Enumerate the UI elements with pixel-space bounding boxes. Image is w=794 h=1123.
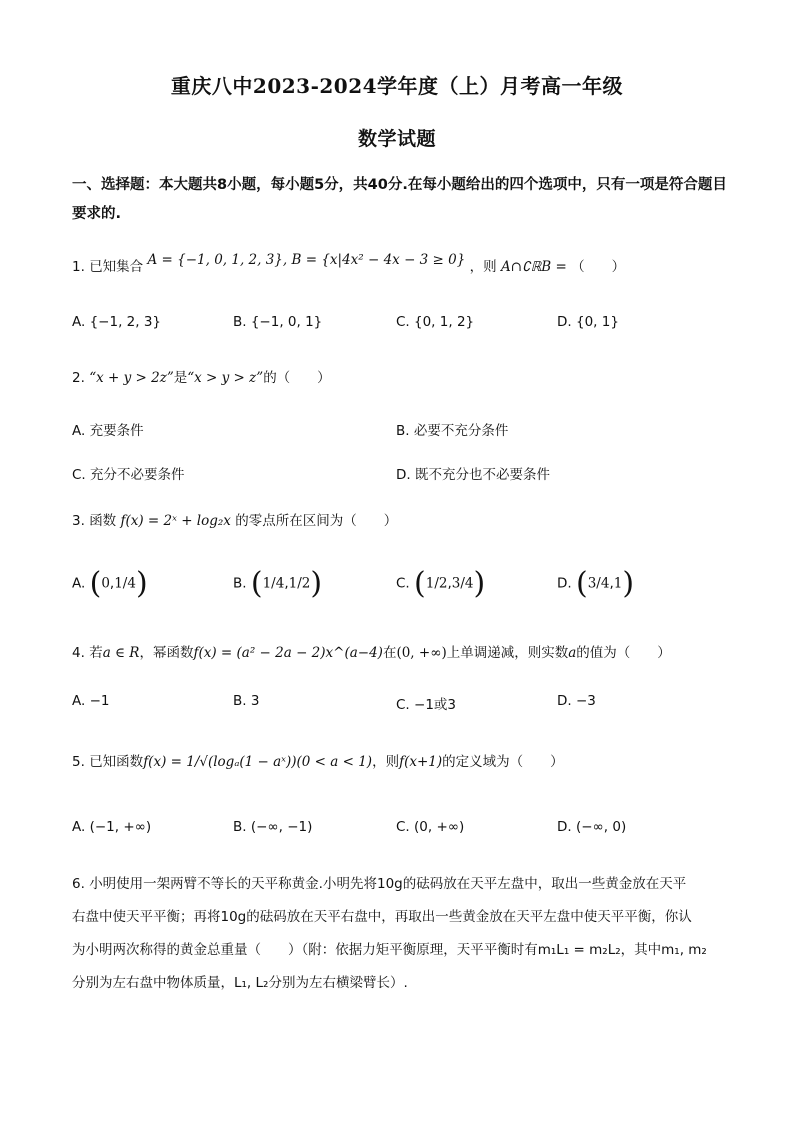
q5-post: ，则 <box>372 754 400 770</box>
q3-option-a-high: 1/4 <box>114 575 136 592</box>
q3-option-a-label: A. <box>72 575 86 592</box>
q5-pre: 已知函数 <box>89 754 144 770</box>
q1-expression: A∩∁ℝB = <box>500 259 567 275</box>
q6-line-3: 为小明两次称得的黄金总重量（ ）（附：依据力矩平衡原理，天平平衡时有m₁L₁ = m₂L₂，其中m₁, m₂ <box>72 942 707 958</box>
q3-option-b[interactable]: B. (1/4,1/2) <box>233 566 323 601</box>
q2-condition-1: “x + y > 2z” <box>89 370 174 386</box>
q2-condition-2: “x > y > z” <box>187 370 264 386</box>
q1-option-d[interactable]: D. {0, 1} <box>557 314 619 330</box>
q4-option-c[interactable]: C. −1或3 <box>396 697 456 713</box>
q1-text: 已知集合 <box>89 259 144 275</box>
q3-option-b-high: 1/2 <box>288 575 311 592</box>
question-1 <box>72 252 626 277</box>
q4-post: 上单调递减，则实数 <box>446 645 569 661</box>
q2-option-c[interactable]: C. 充分不必要条件 <box>72 467 185 483</box>
q3-option-c-low: 1/2 <box>425 575 448 592</box>
q2-option-d[interactable]: D. 既不充分也不必要条件 <box>396 467 550 483</box>
q4-condition: a ∈ R <box>102 645 140 661</box>
section-heading: 一、选择题：本大题共8小题，每小题5分，共40分.在每小题给出的四个选项中，只有一项是符合题目要求的. <box>72 177 727 222</box>
q1-number: 1. <box>72 259 85 275</box>
q3-option-c[interactable]: C. (1/2,3/4) <box>396 566 486 601</box>
q3-number: 3. <box>72 513 85 529</box>
question-6 <box>72 870 724 998</box>
q3-expression: f(x) = 2ˣ + log₂x <box>120 513 231 529</box>
q3-option-d[interactable]: D. (3/4,1) <box>557 566 635 601</box>
q4-number: 4. <box>72 645 85 661</box>
q5-expression-2: f(x+1) <box>399 754 443 770</box>
q5-option-d[interactable]: D. (−∞, 0) <box>557 819 627 835</box>
q3-option-a-low: 0 <box>101 575 110 592</box>
q3-option-d-label: D. <box>557 575 572 592</box>
q2-number: 2. <box>72 370 85 386</box>
q1-sep: , <box>282 252 292 268</box>
q3-option-c-label: C. <box>396 575 410 592</box>
question-5 <box>72 752 564 772</box>
q6-line-1: 6. 小明使用一架两臂不等长的天平称黄金.小明先将10g的砝码放在天平左盘中，取出一些黄金放在天平 <box>72 876 687 892</box>
q1-option-b[interactable]: B. {−1, 0, 1} <box>233 314 323 330</box>
q5-condition: (0 < a < 1) <box>296 754 373 770</box>
q4-post2: 的值为（ ） <box>576 645 671 661</box>
q4-mid: ，幂函数 <box>139 645 194 661</box>
q1-blank: （ ） <box>571 259 626 275</box>
q5-expression: f(x) = 1/√(logₐ(1 − aˣ)) <box>143 754 297 770</box>
q3-option-b-label: B. <box>233 575 247 592</box>
q3-post: 的零点所在区间为（ ） <box>235 513 398 529</box>
q1-post: ，则 <box>469 259 497 275</box>
q5-option-a[interactable]: A. (−1, +∞) <box>72 819 152 835</box>
q2-post: 的（ ） <box>263 370 331 386</box>
q5-option-b[interactable]: B. (−∞, −1) <box>233 819 313 835</box>
q6-line-4: 分别为左右盘中物体质量，L₁, L₂分别为左右横梁臂长）. <box>72 975 408 991</box>
q5-option-c[interactable]: C. (0, +∞) <box>396 819 465 835</box>
q1-set-b: B = {x|4x² − 4x − 3 ≥ 0} <box>291 252 466 268</box>
q4-option-d[interactable]: D. −3 <box>557 693 596 709</box>
q4-expression: f(x) = (a² − 2a − 2)x^(a−4) <box>193 645 383 661</box>
q2-option-a[interactable]: A. 充要条件 <box>72 423 144 439</box>
q3-option-d-low: 3/4 <box>587 575 610 592</box>
exam-subject: 数学试题 <box>357 128 436 150</box>
question-4 <box>72 643 671 663</box>
question-2 <box>72 368 331 388</box>
q6-line-2: 右盘中使天平平衡；再将10g的砝码放在天平右盘中，再取出一些黄金放在天平左盘中使天平平衡，你认 <box>72 909 692 925</box>
q4-option-a[interactable]: A. −1 <box>72 693 110 709</box>
q1-option-c[interactable]: C. {0, 1, 2} <box>396 314 475 330</box>
q4-var: a <box>568 645 577 661</box>
q1-set-a: A = {−1, 0, 1, 2, 3} <box>147 252 283 268</box>
q4-option-b[interactable]: B. 3 <box>233 693 260 709</box>
q2-option-b[interactable]: B. 必要不充分条件 <box>396 423 509 439</box>
q3-pre: 函数 <box>89 513 117 529</box>
q3-option-d-high: 1 <box>613 575 623 592</box>
q5-post2: 的定义域为（ ） <box>442 754 564 770</box>
q3-option-b-low: 1/4 <box>262 575 285 592</box>
q5-number: 5. <box>72 754 85 770</box>
q3-option-a[interactable]: A. (0,1/4) <box>72 566 148 601</box>
q4-interval: (0, +∞) <box>396 645 447 661</box>
q4-mid2: 在 <box>382 645 397 661</box>
exam-title: 重庆八中2023-2024学年度（上）月考高一年级 <box>170 74 624 98</box>
q3-option-c-high: 3/4 <box>451 575 474 592</box>
q4-pre: 若 <box>89 645 103 661</box>
question-3 <box>72 511 397 531</box>
q6-number: 6. <box>72 876 85 892</box>
q2-mid: 是 <box>173 370 188 386</box>
q1-option-a[interactable]: A. {−1, 2, 3} <box>72 314 162 330</box>
